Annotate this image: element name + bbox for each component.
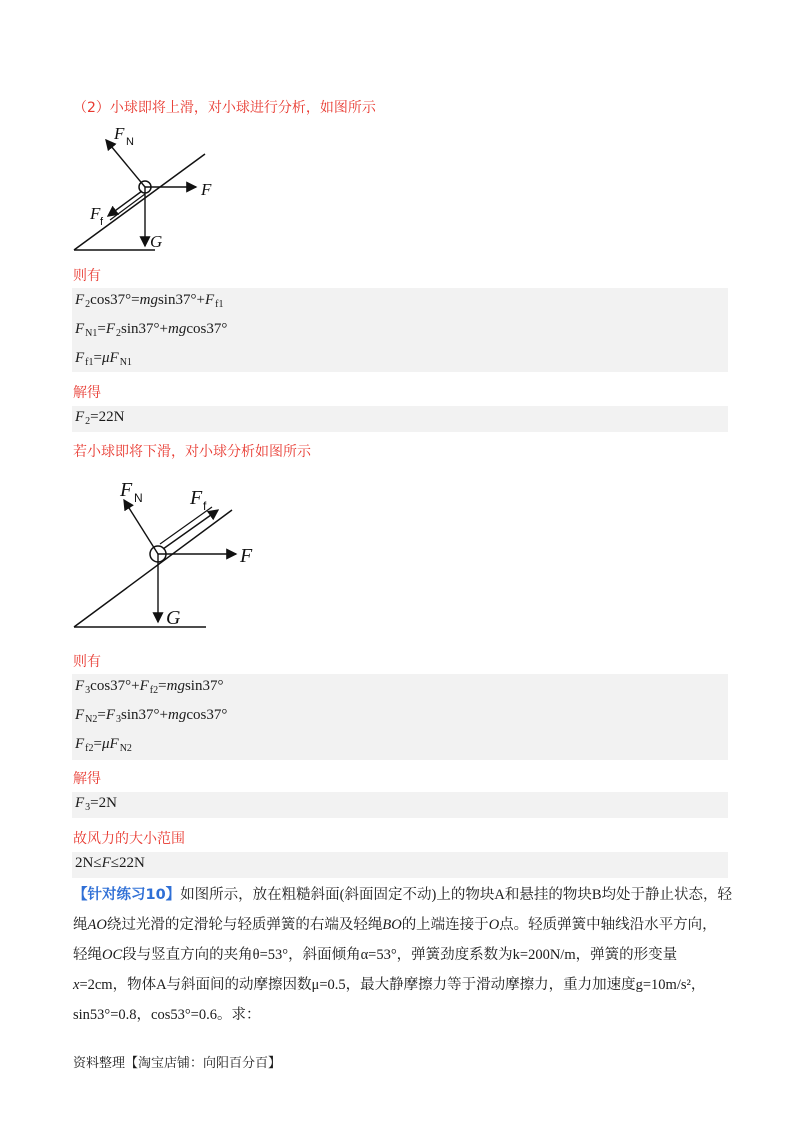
exercise-paragraph <box>73 880 733 1030</box>
g-label: G <box>150 232 163 251</box>
exercise-line-1: 【针对练习10】如图所示，放在粗糙斜面(斜面固定不动)上的物块A和悬挂的物块B均处于静止状态，轻 <box>73 887 732 903</box>
section-heading-downward: 若小球即将下滑，对小球分析如图所示 <box>73 444 311 460</box>
ff-sub-label: f <box>203 499 207 513</box>
then-label-1: 则有 <box>73 268 101 284</box>
force-diagram-downward <box>60 470 280 635</box>
slope-line <box>74 154 205 250</box>
fn-sub-label: N <box>126 136 134 148</box>
fn-label: F <box>120 479 133 501</box>
equation-2-1: $F_3\cos 37^\circ+F_{f2}=mgsin37^\circ$ <box>75 678 224 696</box>
slope-line <box>74 510 232 627</box>
friction-double-line <box>110 194 145 220</box>
ff-label: F <box>90 204 101 223</box>
g-label: G <box>166 607 181 629</box>
f-label: F <box>240 545 253 567</box>
result-2: $F_3=2N$ <box>75 795 117 813</box>
footer-note: 资料整理【淘宝店铺：向阳百分百】 <box>73 1056 282 1071</box>
then-label-2: 则有 <box>73 654 101 670</box>
range-block <box>72 852 728 878</box>
f-label: F <box>201 180 212 199</box>
exercise-tag: 【针对练习10】 <box>73 887 181 903</box>
ff-sub-label: f <box>100 216 104 228</box>
exercise-line-3: 轻绳OC段与竖直方向的夹角θ=53°，斜面倾角α=53°，弹簧劲度系数为k=200N/m，弹簧的形变量 <box>73 947 678 963</box>
equation-2-3: $F_{f2}=\mu F_{N2}$ <box>75 736 132 754</box>
result-1: $F_2=22N$ <box>75 409 125 427</box>
exercise-line-4: x=2cm，物体A与斜面间的动摩擦因数μ=0.5，最大静摩擦力等于滑动摩擦力，重力加速度g=10m/s²， <box>73 977 706 993</box>
ff-label: F <box>190 487 203 509</box>
range-equation: 2N≤F≤22N <box>75 855 145 871</box>
fn-label: F <box>114 124 125 143</box>
friction-arrow <box>163 510 218 549</box>
result-block-1 <box>72 406 728 432</box>
fn-sub-label: N <box>134 491 143 505</box>
result-block-2 <box>72 792 728 818</box>
equation-2-2: $F_{N2}=F_3\sin 37^\circ+mgcos37^\circ$ <box>75 707 228 725</box>
solve-label-1: 解得 <box>73 385 101 401</box>
range-label: 故风力的大小范围 <box>73 831 185 847</box>
equation-1-2: $F_{N1}=F_2\sin 37^\circ+mgcos37^\circ$ <box>75 321 228 339</box>
equation-1-1: $F_2\cos 37^\circ=mgsin37^\circ+F_{f1}$ <box>75 292 224 310</box>
equation-1-3: $F_{f1}=\mu F_{N1}$ <box>75 350 132 368</box>
exercise-line-5: sin53°=0.8，cos53°=0.6。求： <box>73 1007 261 1023</box>
normal-force-arrow <box>124 500 158 554</box>
solve-label-2: 解得 <box>73 771 101 787</box>
force-diagram-upward <box>60 120 260 260</box>
exercise-line-2: 绳AO绕过光滑的定滑轮与轻质弹簧的右端及轻绳BO的上端连接于O点。轻质弹簧中轴线沿水平方向， <box>73 917 717 933</box>
section-heading-upward: （2）小球即将上滑，对小球进行分析，如图所示 <box>73 100 376 116</box>
